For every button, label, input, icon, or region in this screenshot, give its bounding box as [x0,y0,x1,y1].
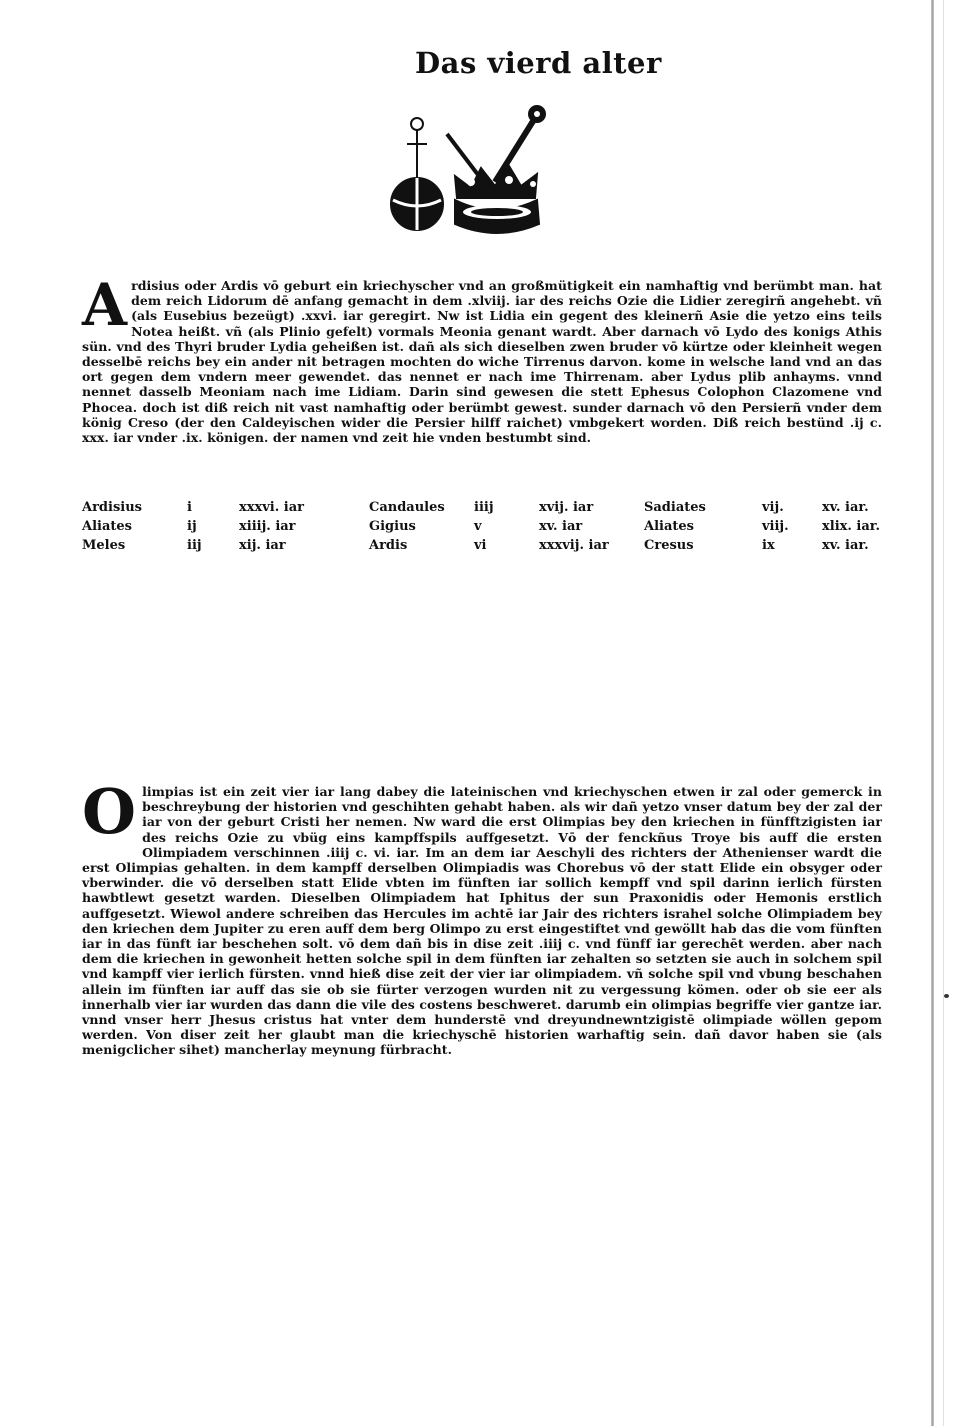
king-name: Aliates [82,519,132,534]
section-olympiad [82,775,882,1058]
king-number: i [187,500,192,515]
king-number: ij [187,519,197,534]
page-title: Das vierd alter [415,46,662,80]
king-name: Ardis [369,538,408,553]
king-name: Candaules [369,500,445,515]
drop-capital-a: A [82,271,128,339]
orb-and-crown-with-scepters-woodcut-icon [385,100,567,242]
paragraph-olympiad [82,775,882,1058]
king-number: iij [187,538,202,553]
reign-years: xv. iar. [822,500,869,515]
kings-table [82,498,882,555]
section-lydia [82,271,882,446]
king-name: Meles [82,538,126,553]
king-number: ix [762,538,775,553]
king-name: Sadiates [644,500,706,515]
reign-years: xvij. iar [539,500,594,515]
reign-years: xij. iar [239,538,286,553]
drop-capital-o: O [82,775,137,848]
king-number: vij. [762,500,784,515]
paragraph-lydia [82,271,882,446]
table-row [82,498,882,517]
king-number: v [474,519,482,534]
king-number: vi [474,538,487,553]
paragraph-text: limpias ist ein zeit vier iar lang dabey die lateinischen vnd kriechyschen etwen ir zal oder gemerck in beschreybung der historien vnd geschihten gehabt haben. als wir dañ yetzo vnser datum bey der zal der iar von der geburt Cristi her nemen. Nw ward die erst Olimpias bey den kriechen in fünfftzigisten iar des reichs Ozie zu vbüg eins kampffspils auffgesetzt. Vō der fenckñus Troye bis auff die ersten Olimpiadem verschinnen .iiij c. vi. iar. Im an dem iar Aeschyli des richters der Athenienser wardt die erst Olimpias gehalten. in dem kampff derselben Olimpiadis was Chorebus vō der statt Elide ein obsyger oder vberwinder. die vō derselben statt Elide vbten im fünften iar sollich kempff vnd spil darinn ierlich fürsten hawbtlewt gesetzt warden. Dieselben Olimpiadem hat Iphitus der sun Praxonidis oder Hemonis erstlich auffgesetzt. Wiewol andere schreiben das Hercules im achtē iar Jair des richters israhel solche Olimpiadem bey den kriechen dem Jupiter zu eren auff dem berg Olimpo zu erst eingestiftet vnd gewöllt hab das die vom fünften iar in das fünft iar beschehen solt. vō dem dañ bis in dise zeit .iiij c. vnd fünff iar gerechēt werden. aber nach dem die kriechen in gewonheit hetten solche spil in dem fünften iar zehalten so setzten sie auch in solchem spil vnd kampff vier ierlich fürsten. vnnd hieß dise zeit der vier iar olimpiadem. vñ solche spil vnd vbung beschahen allein im fünften iar auff das sie ob sie fürter verzogen wurden nit zu vergessung kömen. oder ob sie eer als innerhalb vier iar wurden das dann die vile des costens beschweret. darumb ein olimpias begriffe vier gantze iar. vnnd vnser herr Jhesus cristus hat vnter dem hunderstē vnd dreyundnewntzigistē olimpiade wöllen gepom werden. Von diser zeit her glaubt man die kriechyschē historien warhaftig sein. dañ davor haben sie (als menigclicher sihet) mancherlay meynung fürbracht. [82,784,882,1058]
king-name: Ardisius [82,500,142,515]
page-edge-shadow [931,0,934,1426]
paragraph-text: rdisius oder Ardis vō geburt ein kriechyscher vnd an großmütigkeit ein namhaftig vnd berümbt man. hat dem reich Lidorum dē anfang gemacht in dem .xlviij. iar des reichs Ozie die Lidier zeregirñ angehebt. vñ (als Eusebius bezeügt) .xxvi. iar geregirt. Nw ist Lidia ein gegent des kleinerñ Asie die yetzo eins teils Notea heißt. vñ (als Plinio gefelt) vormals Meonia genant wardt. Aber darnach vō Lydo des konigs Athis sün. vnd des Thyri bruder Lydia geheißen ist. dañ als sich dieselben zwen bruder vō kürtze oder kleinheit wegen desselbē reichs bey ein ander nit betragen mochten do wiche Tirrenus darvon. kome in welsche land vnd an das ort gegen dem vndern meer gewendet. das nennet er nach ime Thirrenam. aber Lydus plib anhayms. vnnd nennet dasselb Meoniam nach ime Lidiam. Darin sind gewesen die stett Ephesus Colophon Clazomene vnd Phocea. doch ist diß reich nit vast namhaftig oder berümbt gewest. sunder darnach vō den Persierñ vnder dem könig Creso (der den Caldeyischen wider die Persier hilff raichet) vmbgekert worden. Diß reich bestünd .ij c. xxx. iar vnder .ix. königen. der namen vnd zeit hie vnden bestumbt sind. [82,278,882,446]
page-edge-line [943,0,944,1426]
king-number: viij. [762,519,789,534]
reign-years: xlix. iar. [822,519,880,534]
king-name: Cresus [644,538,694,553]
table-row [82,517,882,536]
ink-speck [944,994,949,998]
king-number: iiij [474,500,494,515]
reign-years: xv. iar [539,519,583,534]
reign-years: xiiij. iar [239,519,296,534]
king-name: Aliates [644,519,694,534]
reign-years: xxxvij. iar [539,538,609,553]
table-row [82,536,882,555]
reign-years: xv. iar. [822,538,869,553]
reign-years: xxxvi. iar [239,500,305,515]
king-name: Gigius [369,519,416,534]
